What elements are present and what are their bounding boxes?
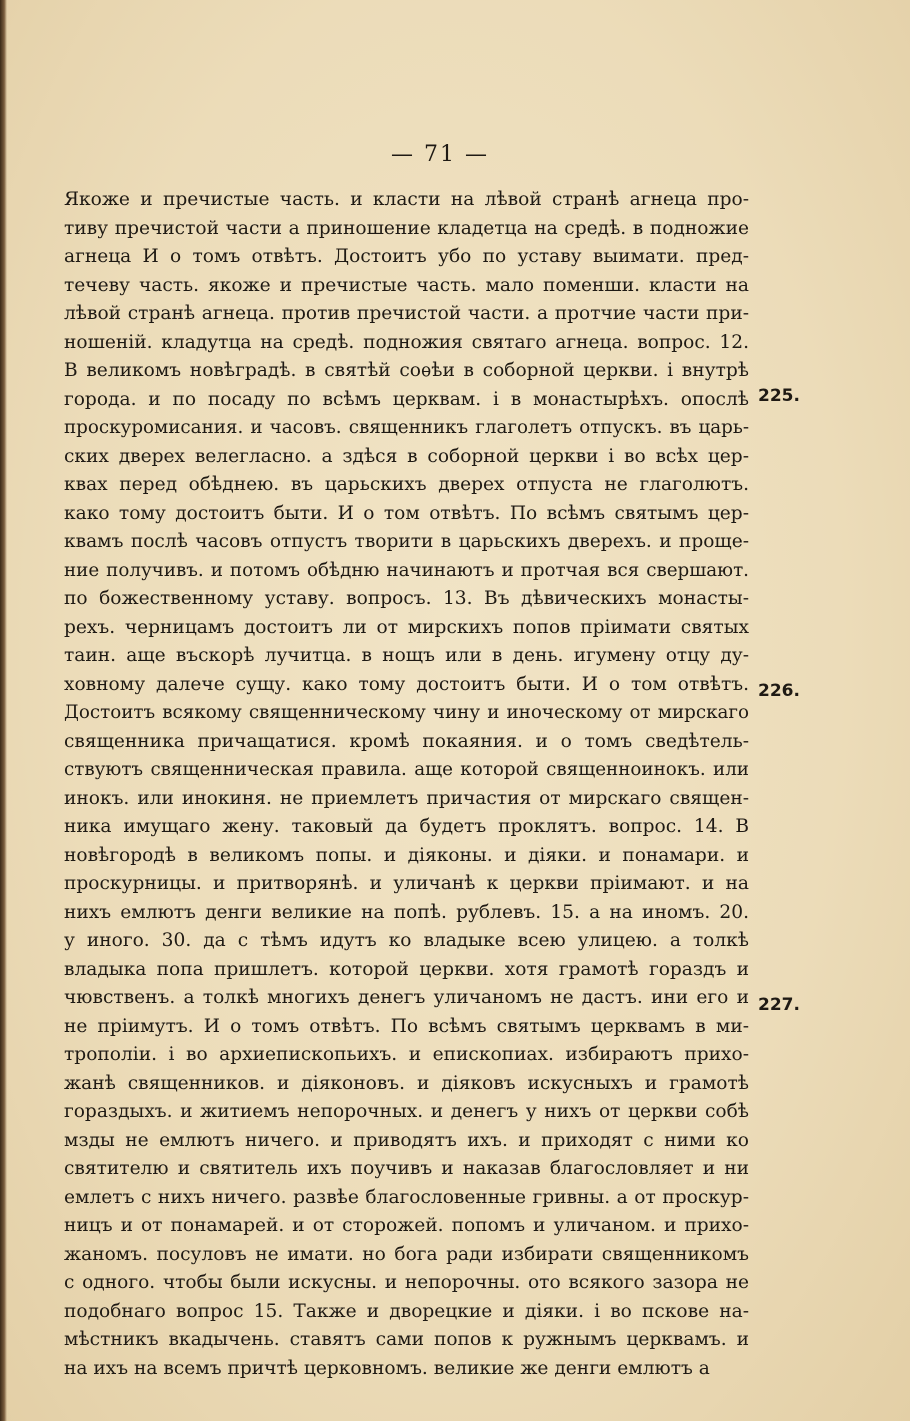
text-line: святителю и святитель ихъ поучивъ и наказав благословляет и ни [64,1158,749,1179]
text-line: новѣгородѣ в великомъ попы. и діяконы. и діяки. и понамари. и [64,844,749,866]
text-line: трополіи. і во архиепископьихъ. и епископиах. избираютъ прихо- [64,1044,749,1065]
margin-number-227: 227. [758,995,800,1015]
text-line: гораздыхъ. и житиемъ непорочных. и денегъ у нихъ от церкви собѣ [64,1101,749,1122]
text-line: тиву пречистой части а приношение кладетца на средѣ. в подножие [64,217,749,239]
margin-number-226: 226. [758,681,800,701]
text-line: рехъ. черницамъ достоитъ ли от мирскихъ попов пріимати святых [64,616,749,638]
text-line: течеву часть. якоже и пречистые часть. мало поменши. класти на [64,274,749,296]
text-line: квах перед обѣднею. въ царьскихъ дверех отпуста не глаголютъ. [64,474,749,495]
text-line: с одного. чтобы были искусны. и непорочны. ото всякого зазора не [64,1272,749,1293]
text-line: инокъ. или инокиня. не приемлетъ причастия от мирскаго священ- [64,787,749,809]
text-line: квамъ послѣ часовъ отпустъ творити в царьскихъ дверехъ. и проще- [64,531,749,552]
text-line: В великомъ новѣградѣ. в святѣй соѳѣи в соборной церкви. і внутрѣ [64,360,749,381]
binding-edge [0,0,7,1421]
text-line: жанѣ священников. и діяконовъ. и діяковъ искусныхъ и грамотѣ [64,1072,749,1094]
text-line: города. и по посаду по всѣмъ церквам. і в монастырѣхъ. опослѣ [64,388,749,410]
text-line: ницъ и от понамарей. и от сторожей. попомъ и уличаном. и прихо- [64,1215,749,1236]
text-line: Якоже и пречистые часть. и класти на лѣвой странѣ агнеца про- [64,189,749,210]
text-line: ношеній. кладутца на средѣ. подножия святаго агнеца. вопрос. 12. [64,331,749,353]
text-line: ховному далече сущу. како тому достоитъ быти. И о том отвѣтъ. [64,673,749,695]
text-line: проскурницы. и притворянѣ. и уличанѣ к церкви пріимают. и на [64,873,749,894]
text-line: чювственъ. а толкѣ многихъ денегъ уличаномъ не дастъ. ини его и [64,987,749,1008]
text-line: мзды не емлютъ ничего. и приводятъ ихъ. и приходят с ними ко [64,1129,749,1151]
text-line: нихъ емлютъ денги великие на попѣ. рублевъ. 15. а на иномъ. 20. [64,901,749,923]
text-line: лѣвой странѣ агнеца. против пречистой части. а протчие части при- [64,303,749,324]
text-line: подобнаго вопрос 15. Также и дворецкие и діяки. і во пскове на- [64,1300,749,1322]
text-line: ствуютъ священническая правила. аще которой священноинокъ. или [64,759,749,780]
text-line: на ихъ на всемъ причтѣ церковномъ. великие же денги емлютъ а [64,1357,710,1379]
text-line: агнеца И о томъ отвѣтъ. Достоитъ убо по уставу выимати. пред- [64,246,749,267]
text-line: Достоитъ всякому священническому чину и иноческому от мирскаго [64,702,749,723]
text-line: жаномъ. посуловъ не имати. но бога ради избирати священникомъ [64,1243,749,1265]
text-line: мѣстникъ вкадычень. ставятъ сами попов к ружнымъ церквамъ. и [64,1329,749,1350]
margin-number-225: 225. [758,386,800,406]
text-line: ских дверех велегласно. а здѣся в соборной церкви і во всѣх цер- [64,445,749,467]
text-line: у иного. 30. да с тѣмъ идутъ ко владыке всею улицею. а толкѣ [64,930,749,951]
text-line: по божественному уставу. вопросъ. 13. Въ дѣвическихъ монасты- [64,588,749,609]
text-line: таин. аще въскорѣ лучитца. в нощъ или в день. игумену отцу ду- [64,645,749,666]
text-line: проскуромисания. и часовъ. священникъ глаголетъ отпускъ. въ царь- [64,417,749,438]
page-number: — 71 — [391,142,489,167]
text-line: емлетъ с нихъ ничего. развѣе благословенные гривны. а от проскур- [64,1186,749,1208]
text-line: владыка попа пришлетъ. которой церкви. хотя грамотѣ гораздъ и [64,958,749,980]
text-line: священника причащатися. кромѣ покаяния. и о томъ сведѣтель- [64,730,749,752]
text-line: како тому достоитъ быти. И о том отвѣтъ. По всѣмъ святымъ цер- [64,502,749,524]
text-line: ние получивъ. и потомъ обѣдню начинаютъ и протчая вся свершают. [64,559,749,581]
text-line: не пріимутъ. И о томъ отвѣтъ. По всѣмъ святымъ церквамъ в ми- [64,1015,749,1037]
body-text [64,186,749,1383]
text-line: ника имущаго жену. таковый да будетъ проклятъ. вопрос. 14. В [64,816,749,837]
